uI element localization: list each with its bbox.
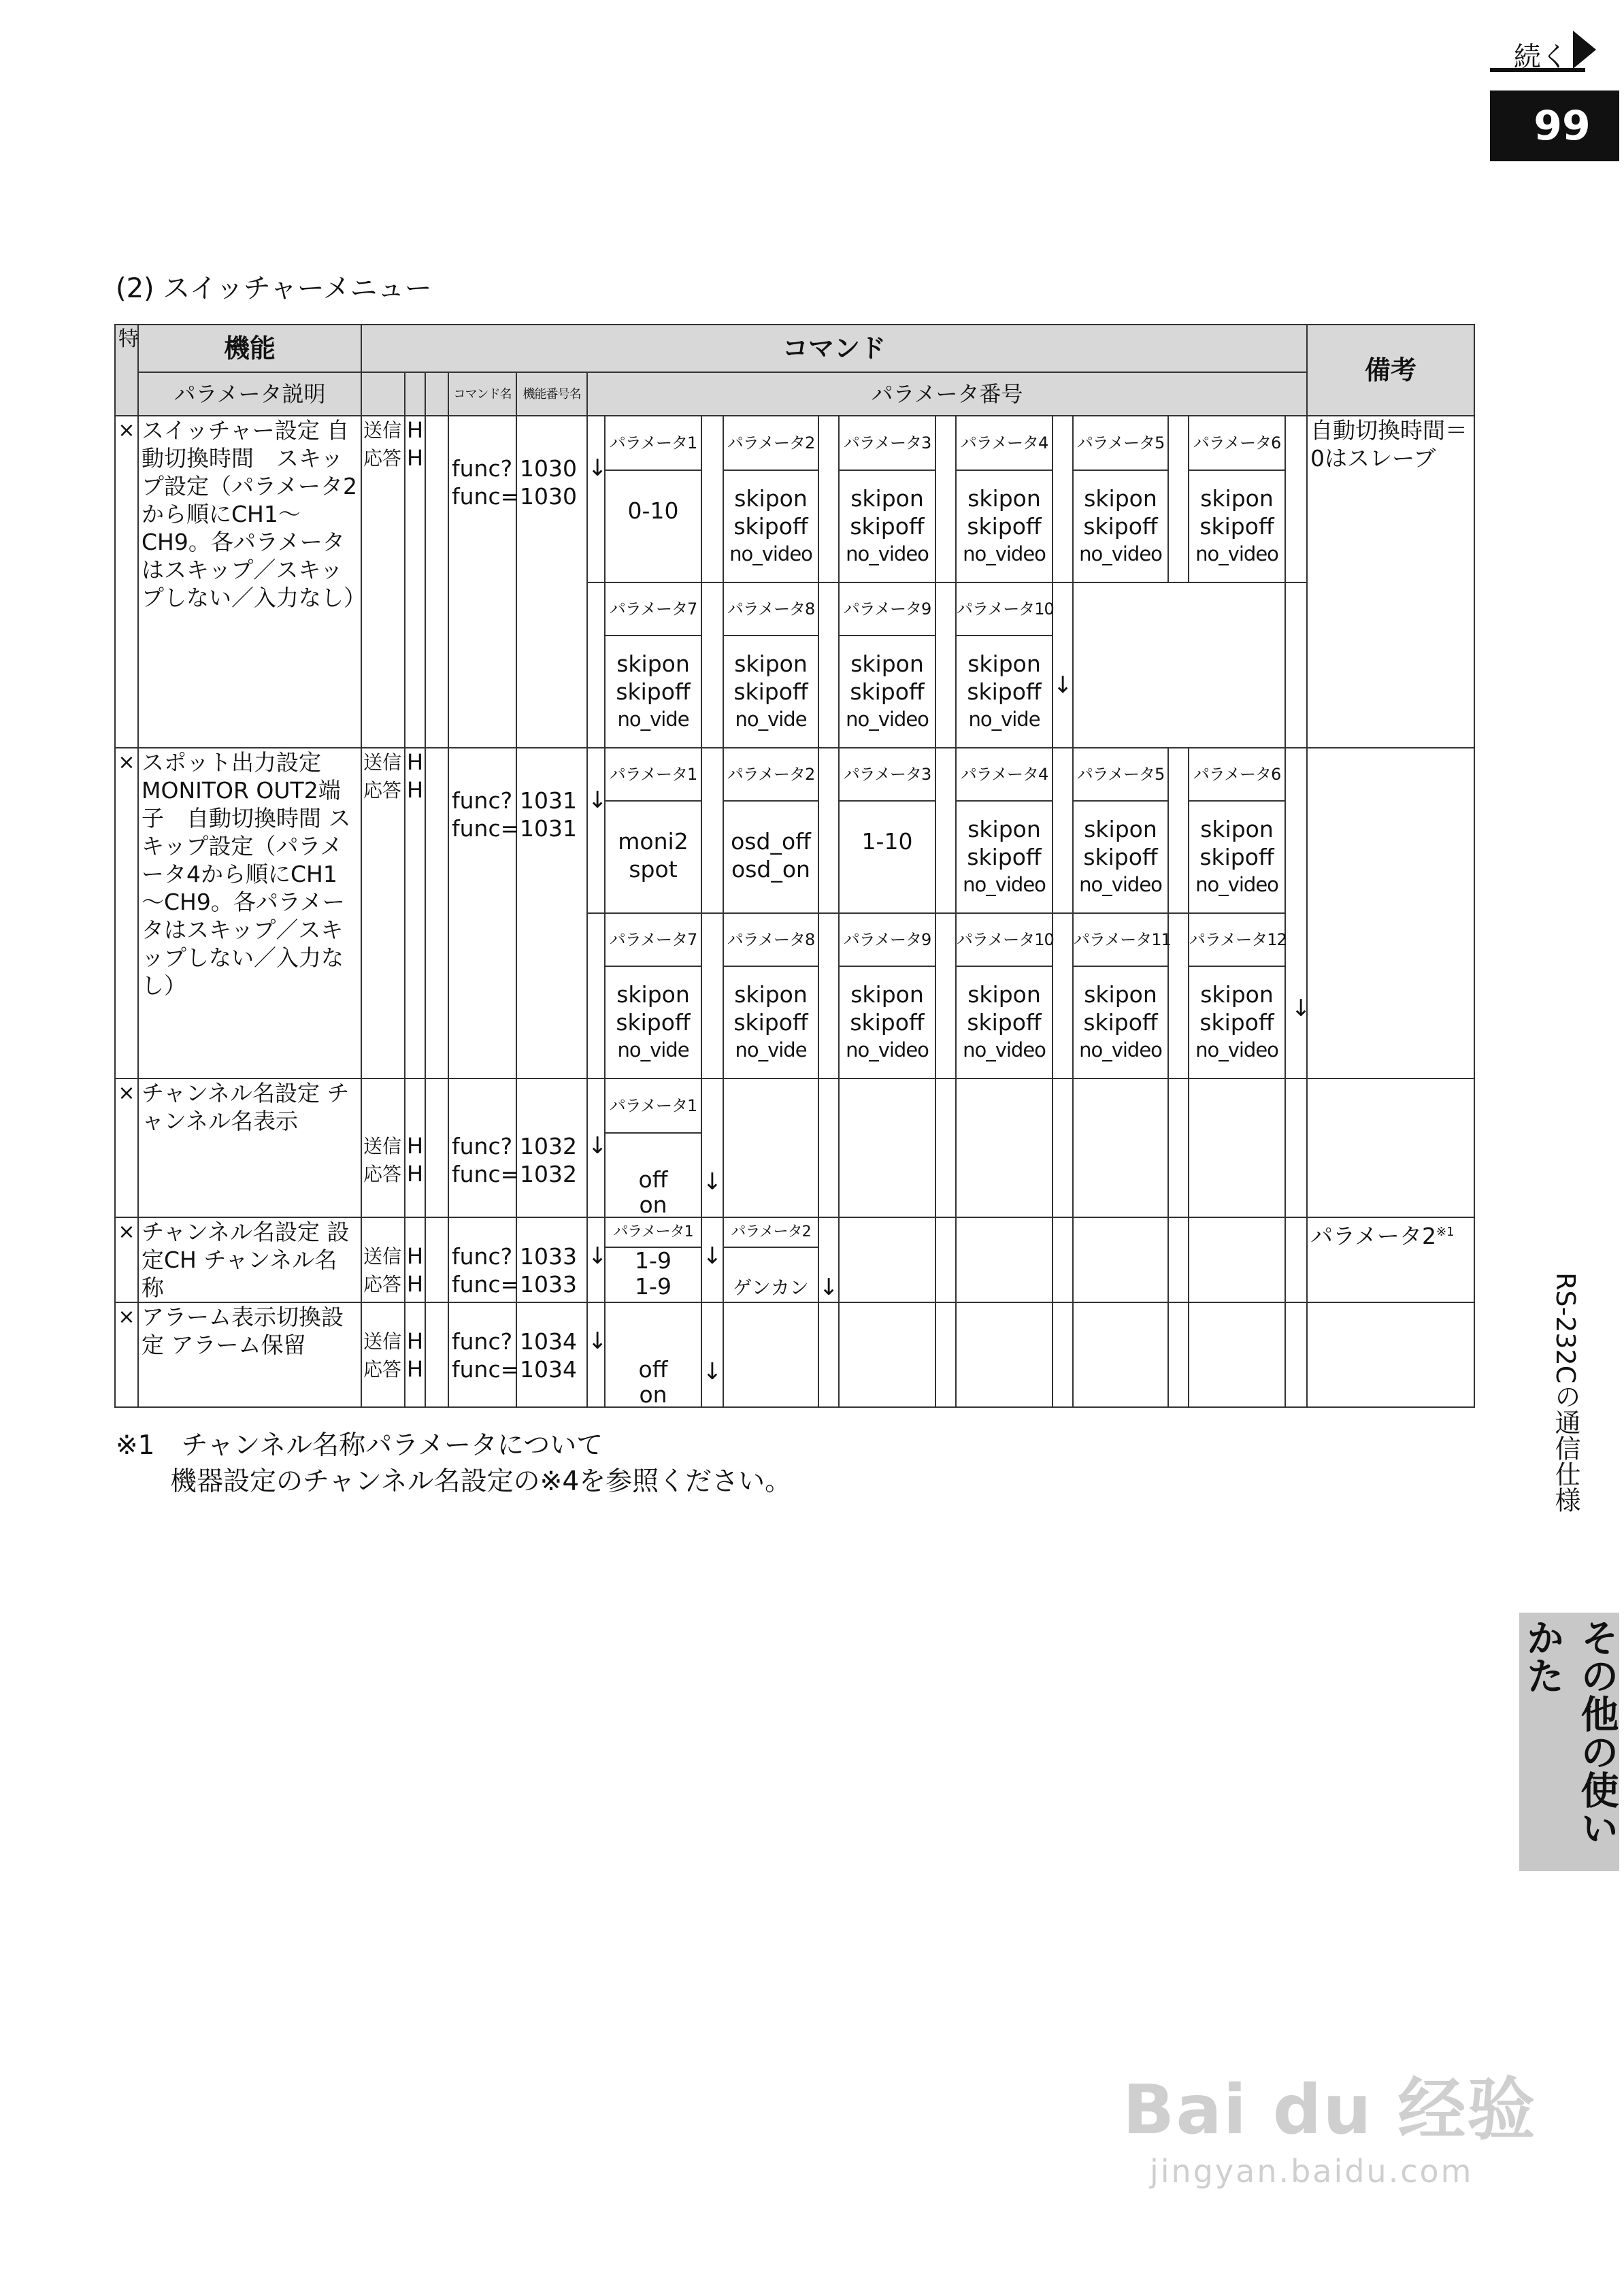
function-number: [516, 748, 587, 1078]
blank-cell: [723, 1302, 818, 1407]
param-value: skipon skipoff no_video: [839, 636, 935, 748]
special-mark: ×: [115, 416, 138, 748]
blank-cell: [1168, 416, 1189, 582]
blank-cell: [425, 1302, 448, 1407]
blank-cell: [935, 748, 956, 913]
param-value: skipon skipoff no_video: [1189, 470, 1285, 582]
header-function: 機能: [138, 325, 361, 372]
blank-cell: [1053, 1302, 1073, 1407]
remark: [1307, 1302, 1474, 1407]
func-no: 1033: [520, 1271, 577, 1298]
h-label: H: [407, 417, 424, 443]
param-value: skipon skipoff no_vide: [956, 636, 1053, 748]
blank-cell: [1285, 748, 1307, 1078]
header-h: [405, 1302, 425, 1407]
blank-cell: [1168, 913, 1189, 1078]
blank-cell: [1053, 1078, 1073, 1217]
command-name: [448, 416, 520, 748]
param-label: パラメータ10: [956, 582, 1053, 636]
param-value: skipon skipoff no_video: [956, 966, 1053, 1078]
param-value: osd_off osd_on: [723, 801, 818, 913]
blank-cell: [1285, 1217, 1307, 1302]
command-name: [448, 1078, 520, 1217]
param-value: off on: [605, 1133, 701, 1217]
param-value: skipon skipoff no_video: [1189, 966, 1285, 1078]
param-value: skipon skipoff no_video: [1073, 966, 1168, 1078]
watermark: [1123, 2055, 1536, 2190]
func-set: func=: [452, 483, 520, 510]
special-mark: ×: [115, 748, 138, 1078]
blank-cell: [1168, 1217, 1189, 1302]
blank-cell: [1053, 748, 1073, 913]
blank-cell: [935, 1217, 956, 1302]
down-arrow-icon: ↓: [701, 1217, 723, 1302]
func-query: func?: [452, 1133, 513, 1159]
func-set: func=: [452, 815, 520, 842]
header-h: [405, 748, 425, 1078]
blank-cell: [1168, 748, 1189, 913]
blank-cell: [701, 416, 723, 582]
func-query: func?: [452, 787, 513, 814]
param-label: パラメータ7: [605, 582, 701, 636]
blank-cell: [701, 582, 723, 748]
down-arrow-icon: ↓: [701, 1078, 723, 1217]
param-label: パラメータ2: [723, 748, 818, 801]
blank-cell: [1285, 582, 1307, 748]
send-reply-label: [361, 1302, 405, 1407]
param-label: パラメータ5: [1073, 416, 1168, 470]
func-no: 1031: [520, 787, 577, 814]
header-h: [405, 1217, 425, 1302]
blank-cell: [839, 1217, 935, 1302]
param-value: skipon skipoff no_video: [723, 470, 818, 582]
blank-cell: [425, 748, 448, 1078]
down-arrow-icon: ↓: [587, 1217, 605, 1302]
param-label: パラメータ5: [1073, 748, 1168, 801]
param-value: 1-9 1-9: [605, 1247, 701, 1302]
page-number: 99: [1534, 102, 1591, 150]
header-remarks: 備考: [1307, 325, 1474, 416]
header-cmd-name: コマンド名: [448, 372, 516, 416]
param-value: skipon skipoff no_video: [956, 470, 1053, 582]
blank-cell: [723, 1078, 818, 1217]
blank-cell: [839, 1078, 935, 1217]
section-title: (2) スイッチャーメニュー: [116, 273, 432, 304]
func-no: 1031: [520, 815, 577, 842]
param-value: skipon skipoff no_video: [1189, 801, 1285, 913]
blank-cell: [1285, 1078, 1307, 1217]
down-arrow-icon: ↓: [587, 1078, 605, 1217]
blank-cell: [818, 416, 839, 582]
command-name: [448, 1217, 520, 1302]
reply-label: 応答: [363, 1273, 402, 1296]
blank-cell: [1073, 582, 1285, 748]
function-number: [516, 416, 587, 748]
reply-label: 応答: [363, 1358, 402, 1381]
h-label: H: [407, 1161, 424, 1187]
param-value: 1-10: [839, 801, 935, 913]
send-label: 送信: [363, 751, 402, 774]
continued-arrow-icon: [1573, 31, 1596, 69]
header-special: 特: [115, 325, 138, 416]
remark: [1307, 1078, 1474, 1217]
param-label: パラメータ9: [839, 582, 935, 636]
blank-cell: [818, 748, 839, 913]
param-value: skipon skipoff no_vide: [605, 636, 701, 748]
blank-cell: [818, 582, 839, 748]
header-h: [405, 416, 425, 748]
send-label: 送信: [363, 1330, 402, 1353]
param-label: パラメータ8: [723, 582, 818, 636]
footnote-ref: ※1: [1436, 1225, 1455, 1239]
param-label: パラメータ3: [839, 748, 935, 801]
param-label: パラメータ8: [723, 913, 818, 966]
blank-cell: [935, 416, 956, 582]
function-description: アラーム表示切換設定 アラーム保留: [138, 1302, 361, 1407]
param-label: パラメータ3: [839, 416, 935, 470]
param-label: パラメータ1: [605, 748, 701, 801]
h-label: H: [407, 1356, 424, 1382]
func-no: 1030: [520, 483, 577, 510]
side-tab-label: その他の使いかた: [1520, 1618, 1619, 1847]
blank-cell: [425, 416, 448, 748]
func-no: 1032: [520, 1133, 577, 1159]
footnote-title: ※1 チャンネル名称パラメータについて: [116, 1430, 603, 1461]
down-arrow-icon: ↓: [1053, 582, 1073, 748]
blank-cell: [1073, 1302, 1168, 1407]
param-value: off on: [605, 1302, 701, 1407]
blank-cell: [1073, 1078, 1168, 1217]
param-label: パラメータ9: [839, 913, 935, 966]
param-label: パラメータ2: [723, 1217, 818, 1247]
h-label: H: [407, 1133, 424, 1159]
header-func-no: 機能番号名: [516, 372, 587, 416]
send-label: 送信: [363, 1135, 402, 1157]
footnote-text: 機器設定のチャンネル名設定の※4を参照ください。: [170, 1466, 792, 1497]
down-arrow-icon: ↓: [818, 1217, 839, 1302]
blank-cell: [935, 1302, 956, 1407]
param-value: skipon skipoff no_vide: [723, 966, 818, 1078]
func-no: 1034: [520, 1328, 577, 1355]
blank-cell: [1168, 1078, 1189, 1217]
h-label: H: [407, 1271, 424, 1297]
func-set: func=: [452, 1356, 520, 1383]
param-label: パラメータ1: [605, 1078, 701, 1133]
param-label: パラメータ11: [1073, 913, 1168, 966]
reply-label: 応答: [363, 1163, 402, 1185]
blank-cell: [1189, 1302, 1285, 1407]
function-description: チャンネル名設定 設定CH チャンネル名称: [138, 1217, 361, 1302]
header-param-no: パラメータ番号: [587, 372, 1307, 416]
param-label: パラメータ4: [956, 416, 1053, 470]
watermark-url: jingyan.baidu.com: [1150, 2153, 1474, 2190]
remark-text: パラメータ2: [1310, 1223, 1437, 1249]
param-label: パラメータ2: [723, 416, 818, 470]
param-label: パラメータ1: [605, 1217, 701, 1247]
func-no: 1032: [520, 1161, 577, 1187]
blank-cell: [935, 582, 956, 748]
param-label: パラメータ6: [1189, 748, 1285, 801]
header-param-desc: パラメータ説明: [138, 372, 361, 416]
blank-cell: [425, 1078, 448, 1217]
watermark-logo: Bai du 经验: [1123, 2070, 1537, 2150]
blank-cell: [1168, 1302, 1189, 1407]
continued-label: 続く: [1514, 42, 1568, 73]
special-mark: ×: [115, 1078, 138, 1217]
down-arrow-icon: ↓: [587, 1302, 605, 1407]
down-arrow-icon: ↓: [587, 416, 605, 582]
down-arrow-icon: ↓: [701, 1302, 723, 1407]
param-value: skipon skipoff no_vide: [605, 966, 701, 1078]
blank-cell: [956, 1302, 1053, 1407]
blank-cell: [1285, 1302, 1307, 1407]
command-name: [448, 748, 520, 1078]
footnote: [116, 1428, 791, 1500]
send-reply-label: [361, 1217, 405, 1302]
function-description: チャンネル名設定 チャンネル名表示: [138, 1078, 361, 1217]
blank-cell: [1053, 913, 1073, 1078]
blank-cell: [1053, 416, 1073, 582]
h-label: H: [407, 1328, 424, 1354]
param-value: skipon skipoff no_video: [956, 801, 1053, 913]
down-arrow-icon: ↓: [1291, 995, 1311, 1022]
blank-cell: [1053, 1217, 1073, 1302]
param-value: skipon skipoff no_video: [839, 966, 935, 1078]
func-query: func?: [452, 455, 513, 482]
blank-cell: [818, 913, 839, 1078]
param-value: skipon skipoff no_video: [1073, 801, 1168, 913]
param-label: パラメータ10: [956, 913, 1053, 966]
h-label: H: [407, 749, 424, 775]
h-label: H: [407, 777, 424, 803]
blank-cell: [839, 1302, 935, 1407]
function-description: スポット出力設定 MONITOR OUT2端子 自動切換時間 スキップ設定（パラメータ4から順にCH1～CH9。各パラメータはスキップ／スキップしない／入力なし）: [138, 748, 361, 1078]
side-section-label: RS-232Cの通信仕様: [1551, 1272, 1580, 1513]
send-reply-label: [361, 1078, 405, 1217]
func-no: 1034: [520, 1356, 577, 1383]
down-arrow-icon: ↓: [587, 748, 605, 913]
param-value: skipon skipoff no_vide: [723, 636, 818, 748]
blank-cell: [956, 1217, 1053, 1302]
remark: [1307, 1217, 1474, 1302]
header-blank: [425, 372, 448, 416]
blank-cell: [935, 913, 956, 1078]
function-description: スイッチャー設定 自動切換時間 スキップ設定（パラメータ2から順にCH1～CH9。各パラメータはスキップ／スキップしない／入力なし）: [138, 416, 361, 748]
blank-cell: [587, 582, 605, 748]
switcher-menu-table: [114, 324, 1475, 1408]
param-value: moni2 spot: [605, 801, 701, 913]
param-value: skipon skipoff no_video: [839, 470, 935, 582]
h-label: H: [407, 445, 424, 471]
blank-cell: [1189, 1078, 1285, 1217]
reply-label: 応答: [363, 779, 402, 802]
remark: 自動切換時間＝0はスレーブ: [1307, 416, 1474, 748]
blank-cell: [1073, 1217, 1168, 1302]
blank-cell: [425, 1217, 448, 1302]
blank-cell: [701, 748, 723, 913]
header-blank: [405, 372, 425, 416]
blank-cell: [701, 913, 723, 1078]
param-label: パラメータ1: [605, 416, 701, 470]
send-label: 送信: [363, 419, 402, 442]
func-query: func?: [452, 1328, 513, 1355]
func-query: func?: [452, 1243, 513, 1270]
special-mark: ×: [115, 1217, 138, 1302]
param-label: パラメータ12: [1189, 913, 1285, 966]
param-value: 0-10: [605, 470, 701, 582]
param-value: skipon skipoff no_video: [1073, 470, 1168, 582]
func-no: 1030: [520, 455, 577, 482]
func-set: func=: [452, 1271, 520, 1298]
header-command: コマンド: [361, 325, 1307, 372]
h-label: H: [407, 1243, 424, 1269]
function-number: [516, 1302, 587, 1407]
blank-cell: [1285, 416, 1307, 582]
function-number: [516, 1217, 587, 1302]
reply-label: 応答: [363, 447, 402, 470]
blank-cell: [818, 1078, 839, 1217]
param-label: パラメータ4: [956, 748, 1053, 801]
blank-cell: [818, 1302, 839, 1407]
param-label: パラメータ6: [1189, 416, 1285, 470]
send-reply-label: [361, 416, 405, 748]
blank-cell: [935, 1078, 956, 1217]
blank-cell: [587, 913, 605, 1078]
func-set: func=: [452, 1161, 520, 1187]
blank-cell: [956, 1078, 1053, 1217]
remark: [1307, 748, 1474, 1078]
special-mark: ×: [115, 1302, 138, 1407]
send-reply-label: [361, 748, 405, 1078]
header-blank: [361, 372, 405, 416]
blank-cell: [1189, 1217, 1285, 1302]
func-no: 1033: [520, 1243, 577, 1270]
send-label: 送信: [363, 1245, 402, 1268]
function-number: [516, 1078, 587, 1217]
header-h: [405, 1078, 425, 1217]
param-label: パラメータ7: [605, 913, 701, 966]
param-value: ゲンカン: [723, 1247, 818, 1302]
command-name: [448, 1302, 520, 1407]
